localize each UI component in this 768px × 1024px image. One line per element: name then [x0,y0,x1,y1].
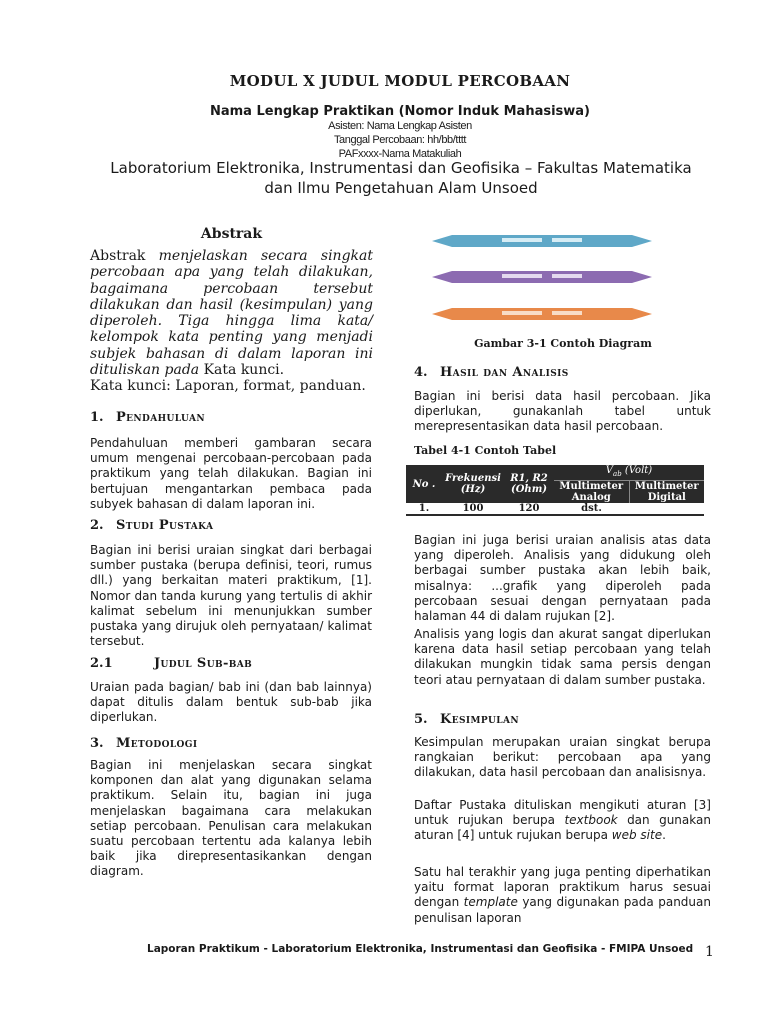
section-number: 3. [90,736,104,751]
section-1-body: Pendahuluan memberi gambaran secara umum mengenai percobaan-percobaan pada praktikum yang telah dilakukan. Bagian ini bertujuan mengantarkan pembaca pada subyek bahasan di dalam laporan ini. [90,436,372,511]
course-line: PAFxxxx-Nama Matakuliah [338,148,462,160]
section-heading-2 [90,518,213,533]
data-table [406,465,704,516]
ref-italic-1: textbook [564,813,618,828]
date-line: Tanggal Percobaan: hh/bb/tttt [333,134,467,146]
ref-italic-2: web site [611,828,663,843]
section-title: Pendahuluan [116,410,206,425]
section-4-body: Bagian ini berisi data hasil percobaan. Jika diperlukan, gunakanlah tabel untuk merepresentasikan data hasil percobaan. [414,389,711,434]
section-5-template [414,865,711,926]
template-text-a: Satu hal terakhir yang juga penting diperhatikan yaitu format laporan praktikum harus sesuai dengan [414,865,711,910]
abstract-italic: menjelaskan secara singkat percobaan apa yang telah dilakukan, bagaimana percobaan tersebut dilakukan dan hasil (kesimpulan) yang diperoleh. Tiga hingga lima kata/ kelompok kata penting yang menjadi subjek bahasan di dalam laporan ini dituliskan pada [90,248,373,379]
table-caption: Tabel 4-1 Contoh Tabel [414,444,557,457]
section-4-analysis-2: Analisis yang logis dan akurat sangat diperlukan karena data hasil setiap percobaan yang telah dilakukan mungkin tidak sama persis dengan teori atau pernyataan di dalam sumber pustaka. [414,627,711,687]
section-number: 2.1 [90,656,113,671]
header-resistance: R1, R2 (Ohm) [504,465,554,503]
figure-caption: Gambar 3-1 Contoh Diagram [474,337,652,350]
section-4-analysis: Bagian ini juga berisi uraian analisis atas data yang diperoleh. Analisis yang didukung oleh berbagai sumber pustaka akan lebih baik, misalnya: ...grafik yang diperoleh pada percobaan sesuai dengan pernyataan pada halaman 44 di dalam rujukan [2]. [414,533,711,624]
header-no: No . [406,465,442,503]
section-5-body: Kesimpulan merupakan uraian singkat berupa rangkaian berikut: percobaan apa yang dilakukan, data hasil percobaan dan analisisnya. [414,735,711,780]
section-number: 1. [90,410,104,425]
header-vab [554,465,704,481]
section-title: Hasil dan Analisis [440,365,569,380]
diagram-shape-2 [432,271,652,283]
cell-digital [629,503,704,515]
abstract-heading: Abstrak [200,226,263,242]
template-italic: template [463,895,518,910]
header-analog: Multimeter Analog [554,481,629,504]
section-number: 2. [90,518,104,533]
assistant-line: Asisten: Nama Lengkap Asisten [328,120,472,132]
section-number: 5. [414,712,428,727]
section-2-1-body: Uraian pada bagian/ bab ini (dan bab lainnya) dapat ditulis dalam bentuk sub-bab jika diperlukan. [90,680,372,725]
section-title: Metodologi [116,736,198,751]
lab-line-2: dan Ilmu Pengetahuan Alam Unsoed [264,179,538,197]
example-diagram [432,230,652,330]
ref-text-b: dan gunakan aturan [4] untuk rujukan berupa [414,813,711,843]
section-heading-4 [414,365,569,380]
section-title: Kesimpulan [440,712,519,727]
lab-affiliation [90,158,712,198]
abstract-tail: Kata kunci. [203,362,285,379]
cell-analog: dst. [581,503,602,514]
keywords: Kata kunci: Laporan, format, panduan. [90,378,366,394]
section-heading-3 [90,736,198,751]
vab-symbol: V [605,465,614,476]
template-text-b: yang digunakan pada panduan penulisan laporan [414,895,711,925]
abstract-text [90,248,373,378]
header-frequency: Frekuensi (Hz) [442,465,504,503]
section-5-references [414,798,711,844]
lab-line-1: Laboratorium Elektronika, Instrumentasi dan Geofisika – Fakultas Matematika [110,159,692,177]
diagram-shape-3 [432,308,652,320]
diagram-shape-1 [432,235,652,247]
ref-text-c: . [662,828,666,843]
section-title: Judul Sub-bab [154,656,253,671]
page-number: 1 [705,944,714,960]
section-3-body: Bagian ini menjelaskan secara singkat komponen dan alat yang digunakan selama praktikum. Selain itu, bagian ini juga menjelaskan bagaimana cara melakukan setiap percobaan. Penulisan cara melakukan suatu percobaan tertentu ada kalanya lebih baik jika direpresentasikankan dengan diagram. [90,758,372,879]
section-heading-2-1 [90,656,252,671]
ref-text-a: Daftar Pustaka dituliskan mengikuti aturan [3] untuk rujukan berupa [414,798,711,828]
cell-resistance: 120 [518,503,540,514]
abstract-lead: Abstrak [90,248,146,264]
page-footer: Laporan Praktikum - Laboratorium Elektronika, Instrumentasi dan Geofisika - FMIPA Unsoed [147,943,694,955]
document-title: MODUL X JUDUL MODUL PERCOBAAN [229,72,571,90]
cell-no: 1. [418,503,430,514]
table-header-row-1 [406,465,704,481]
section-heading-1 [90,410,205,425]
section-title: Studi Pustaka [116,518,214,533]
table-row [406,503,704,515]
author-line: Nama Lengkap Praktikan (Nomor Induk Mahasiswa) [209,104,590,119]
vab-unit: (Volt) [621,465,653,476]
header-digital: Multimeter Digital [629,481,704,504]
cell-frequency: 100 [462,503,484,514]
section-2-body: Bagian ini berisi uraian singkat dari berbagai sumber pustaka (berupa definisi, teori, rumus dll.) yang berkaitan materi praktikum, [1]. Nomor dan tanda kurung yang tertulis di akhir kalimat sebelum ini menunjukkan sumber pustaka yang dirujuk oleh pernyataan/ kalimat tersebut. [90,543,372,649]
section-heading-5 [414,712,519,727]
vab-subscript: ab [613,470,622,478]
section-number: 4. [414,365,428,380]
